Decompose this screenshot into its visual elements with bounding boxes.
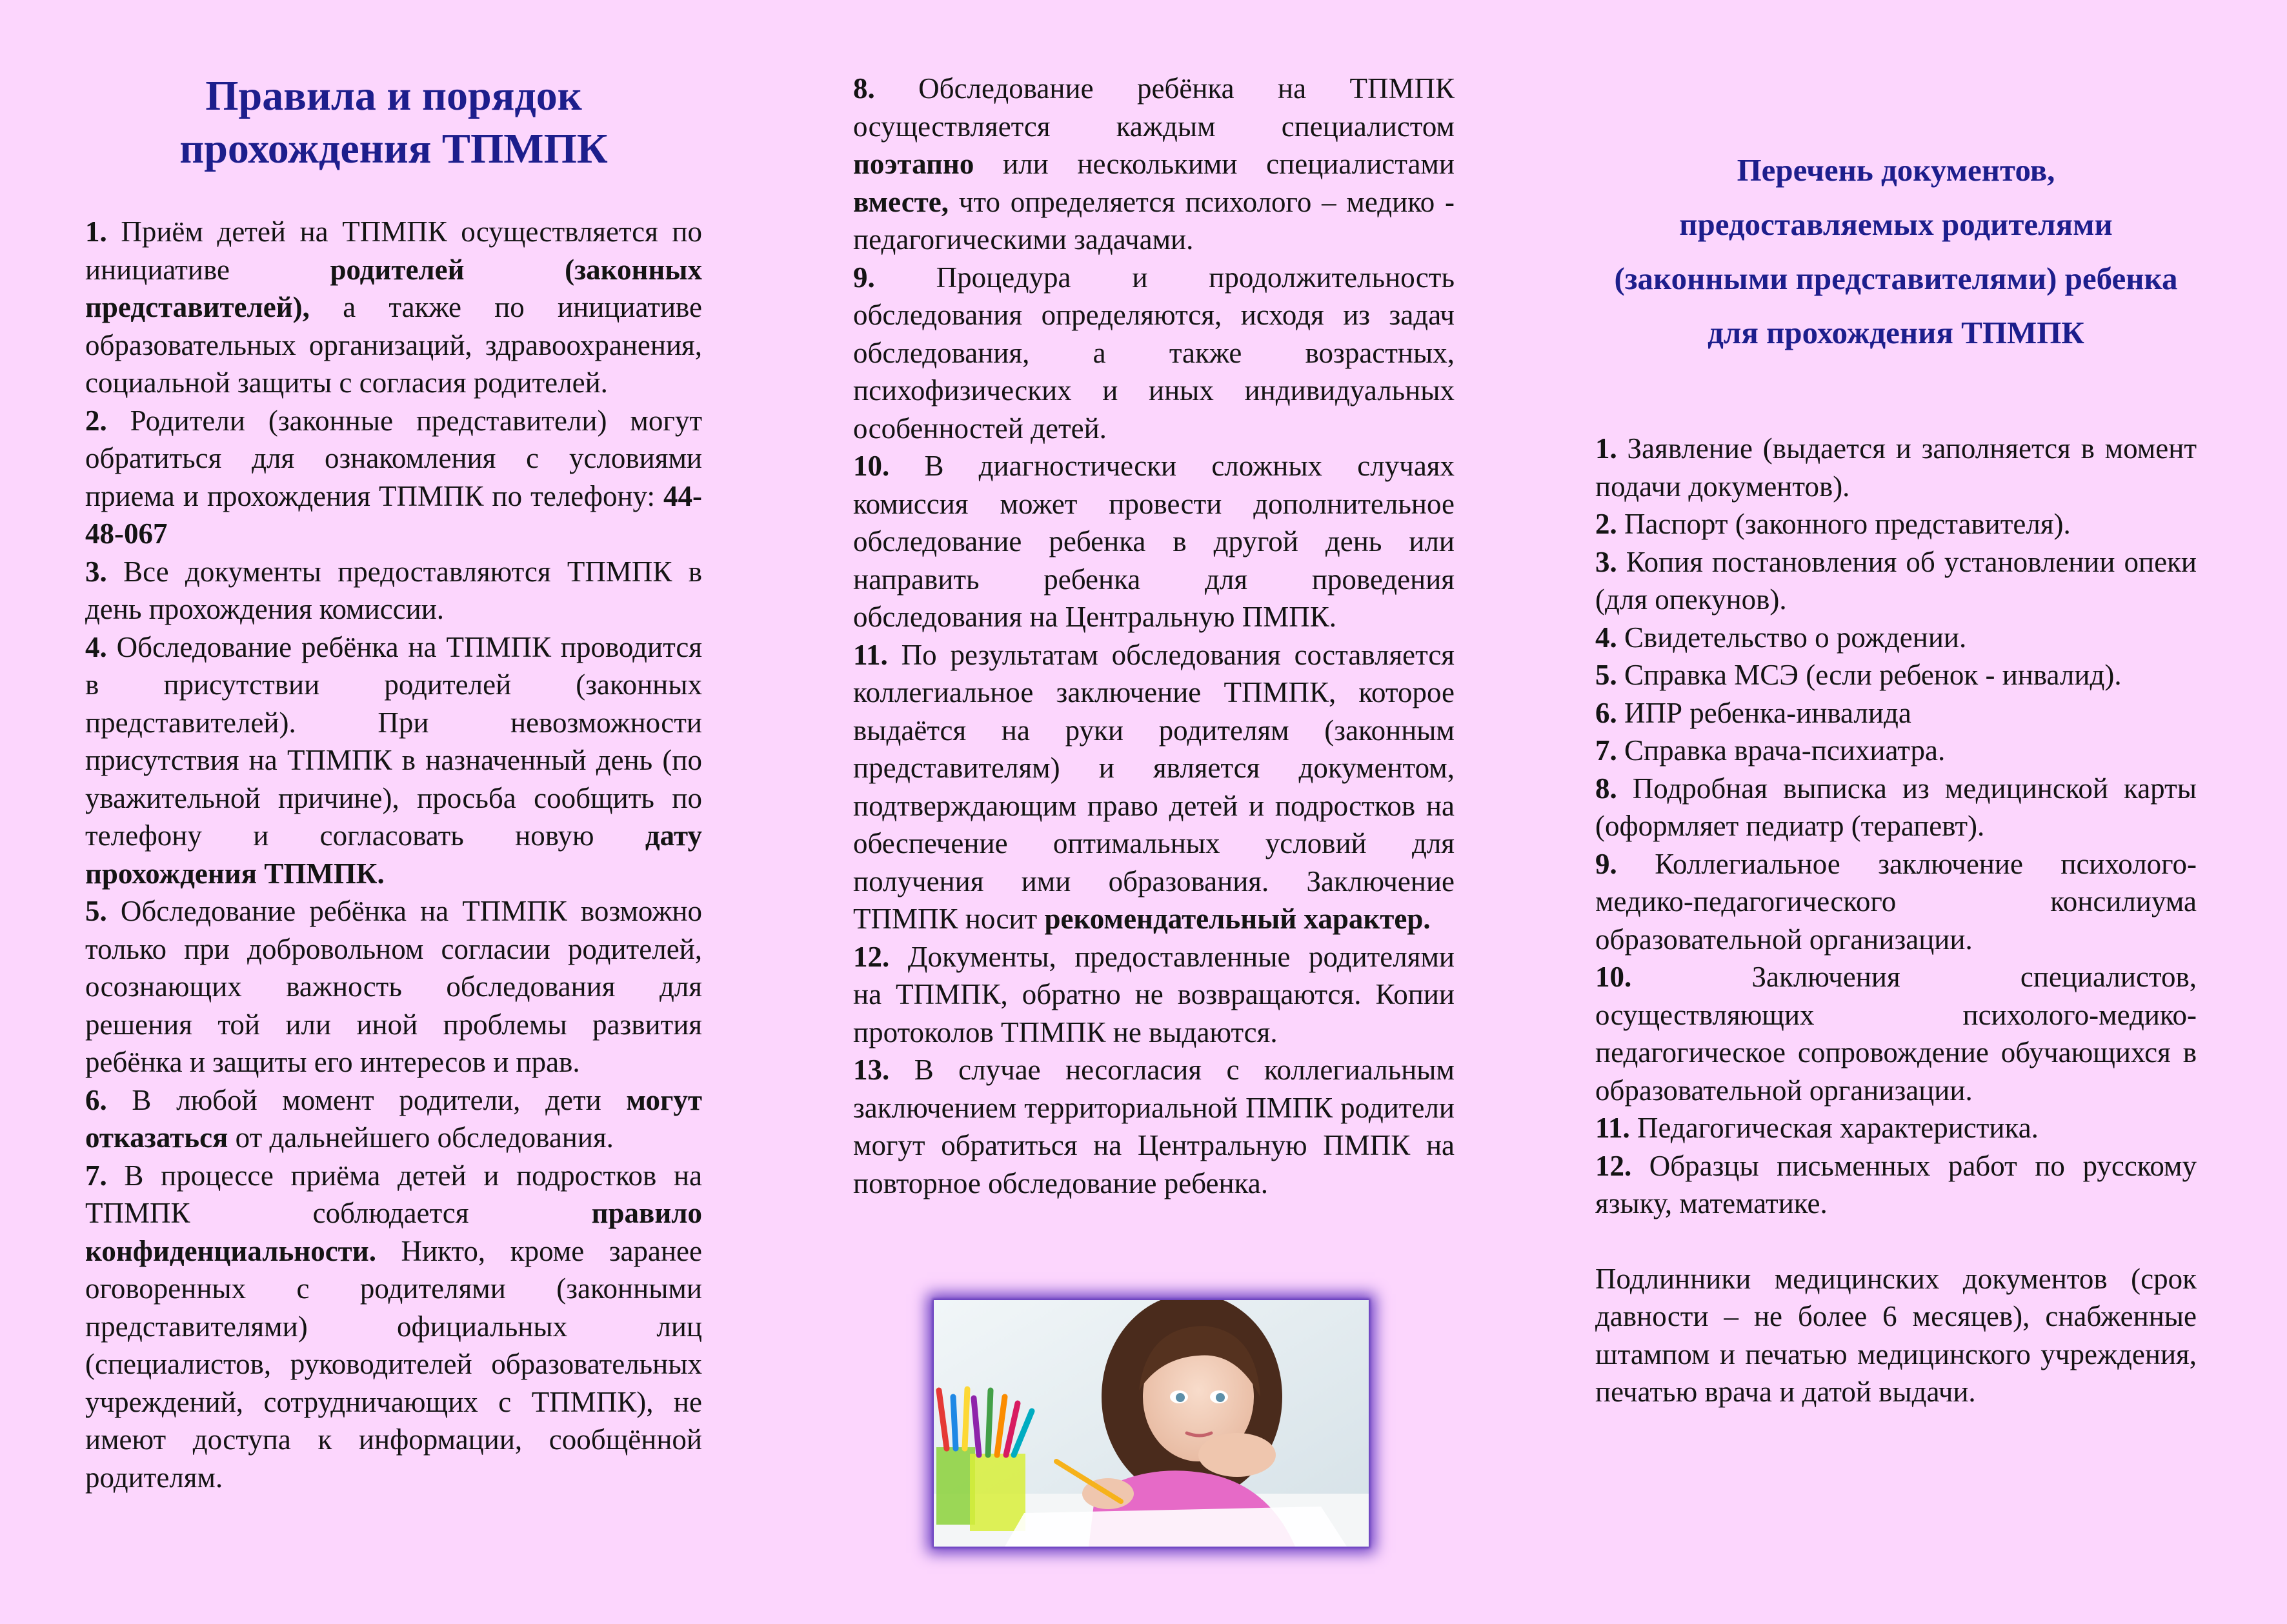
rule-item: 3. Все документы предоставляются ТПМПК в день прохождения комиссии. [85, 555, 702, 625]
rule-item: 10. В диагностически сложных случаях комиссия может провести дополнительное обследование ребенка в другой день или направить ребенка для проведения обследования на Центральную ПМПК. [853, 450, 1455, 633]
child-drawing-illustration [934, 1300, 1369, 1547]
original-documents-note: Подлинники медицинских документов (срок давности – не более 6 месяцев), снабженные штампом и печатью медицинского учреждения, печатью врача и датой выдачи. [1595, 1262, 2197, 1408]
document-item: 6. ИПР ребенка-инвалида [1595, 696, 1911, 729]
document-item: 7. Справка врача-психиатра. [1595, 734, 1946, 767]
document-item: 5. Справка МСЭ (если ребенок - инвалид). [1595, 659, 2122, 691]
document-item: 12. Образцы письменных работ по русскому языку, математике. [1595, 1149, 2197, 1219]
rule-item: 6. В любой момент родители, дети могут отказаться от дальнейшего обследования. [85, 1083, 702, 1154]
documents-title-line: предоставляемых родителями [1679, 206, 2113, 242]
rule-item: 2. Родители (законные представители) могут обратиться для ознакомления с условиями приема и прохождения ТПМПК по телефону: 44-48-067 [85, 404, 702, 550]
rule-item: 8. Обследование ребёнка на ТПМПК осуществляется каждым специалистом поэтапно или несколькими специалистами вместе, что определяется психолого – медико - педагогическими задачами. [853, 72, 1455, 256]
rule-item: 7. В процессе приёма детей и подростков на ТПМПК соблюдается правило конфиденциальности. Никто, кроме заранее оговоренных с родителями (законными представителями) официальных лиц (специалистов, руководителей образовательных учреждений, сотрудничающих с ТПМПК), не имеют доступа к информации, сообщённой родителям. [85, 1159, 702, 1494]
rules-list-continued [853, 70, 1455, 1202]
rules-column [85, 0, 702, 1496]
rules-title-line1: Правила и порядок [205, 72, 582, 119]
documents-title [1595, 143, 2197, 360]
child-drawing-photo [934, 1300, 1369, 1547]
documents-title-line: Перечень документов, [1737, 152, 2055, 188]
document-item: 10. Заключения специалистов, осуществляющих психолого-медико-педагогическое сопровождение обучающихся в образовательной организации. [1595, 961, 2197, 1107]
documents-title-line: для прохождения ТПМПК [1708, 315, 2084, 350]
rule-item: 12. Документы, предоставленные родителями на ТПМПК, обратно не возвращаются. Копии протоколов ТПМПК не выдаются. [853, 940, 1455, 1048]
rule-item: 11. По результатам обследования составляется коллегиальное заключение ТПМПК, которое выдаётся на руки родителям (законным представителям) и является документом, подтверждающим право детей и подростков на обеспечение оптимальных условий для получения ими образования. Заключение ТПМПК носит рекомендательный характер. [853, 638, 1455, 935]
document-item: 3. Копия постановления об установлении опеки (для опекунов). [1595, 545, 2197, 616]
rule-item: 1. Приём детей на ТПМПК осуществляется по инициативе родителей (законных представителей), а также по инициативе образовательных организаций, здравоохранения, социальной защиты с согласия родителей. [85, 216, 702, 399]
document-item: 8. Подробная выписка из медицинской карты (оформляет педиатр (терапевт). [1595, 772, 2197, 842]
documents-title-line: (законными представителями) ребенка [1614, 261, 2178, 296]
documents-list [1595, 430, 2197, 1223]
rules-title-line2: прохождения ТПМПК [179, 125, 608, 172]
rule-item: 9. Процедура и продолжительность обследования определяются, исходя из задач обследования, а также возрастных, психофизических и иных индивидуальных особенностей детей. [853, 261, 1455, 445]
rule-item: 5. Обследование ребёнка на ТПМПК возможно только при добровольном согласии родителей, осознающих важность обследования для решения той или иной проблемы развития ребёнка и защиты его интересов и прав. [85, 895, 702, 1078]
rules-title [85, 70, 702, 175]
rule-item: 4. Обследование ребёнка на ТПМПК проводится в присутствии родителей (законных представителей). При невозможности присутствия на ТПМПК в назначенный день (по уважительной причине), просьба сообщить по телефону и согласовать новую дату прохождения ТПМПК. [85, 630, 702, 890]
rule-item: 13. В случае несогласия с коллегиальным заключением территориальной ПМПК родители могут обратиться на Центральную ПМПК на повторное обследование ребенка. [853, 1054, 1455, 1199]
documents-column [1595, 0, 2197, 1440]
document-item: 4. Свидетельство о рождении. [1595, 621, 1967, 654]
document-item: 9. Коллегиальное заключение психолого-медико-педагогического консилиума образовательной организации. [1595, 847, 2197, 956]
document-item: 1. Заявление (выдается и заполняется в момент подачи документов). [1595, 432, 2197, 503]
document-item: 11. Педагогическая характеристика. [1595, 1112, 2039, 1144]
rules-list [85, 213, 702, 1496]
rules-continued-column [853, 0, 1455, 1202]
document-item: 2. Паспорт (законного представителя). [1595, 508, 2071, 540]
